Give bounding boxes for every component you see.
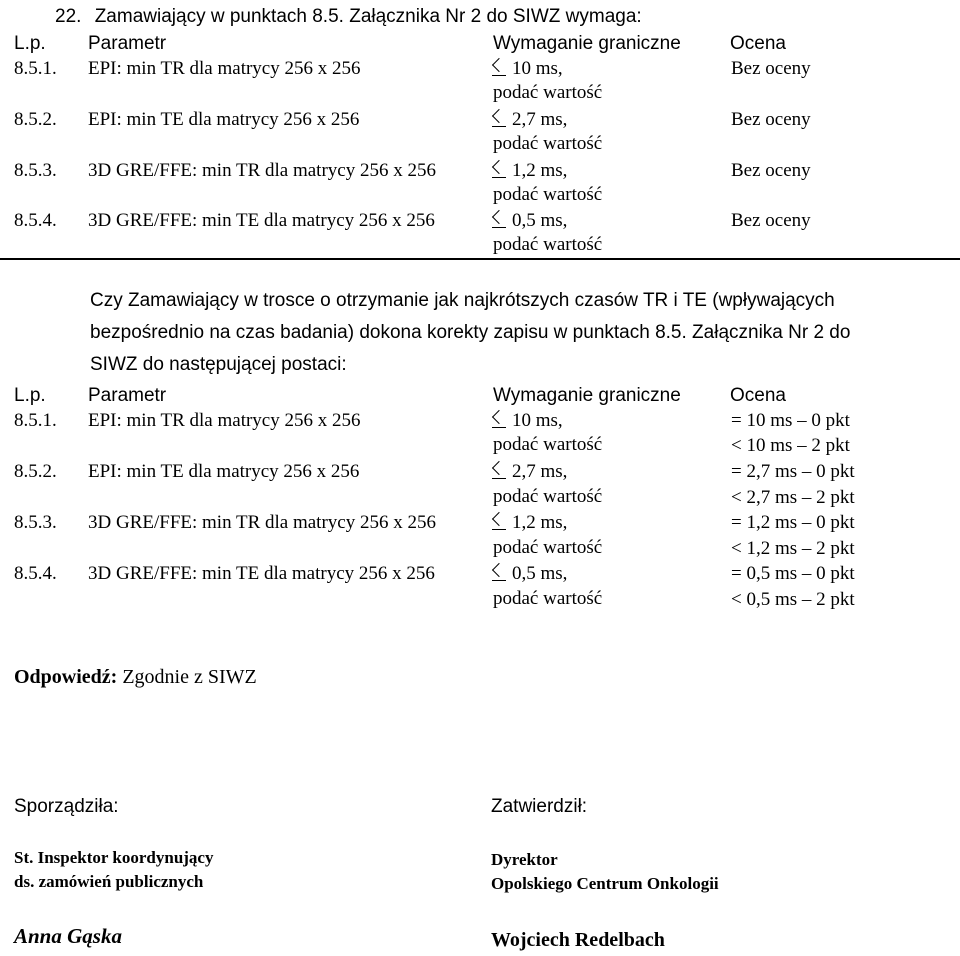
row-score-less: < 2,7 ms – 2 pkt [731,487,855,508]
row-score: Bez oceny [731,109,811,130]
signature-title: ds. zamówień publicznych [14,872,204,891]
row-lp: 8.5.2. [14,109,57,130]
less-equal-icon [492,410,506,428]
less-equal-icon [492,58,506,76]
signature-name: Wojciech Redelbach [491,929,665,951]
row-req: 1,2 ms, [492,160,567,182]
row-score-less: < 0,5 ms – 2 pkt [731,589,855,610]
row-score-less: < 10 ms – 2 pkt [731,435,850,456]
row-req-note: podać wartość [493,537,603,558]
row-req: 2,7 ms, [492,461,567,483]
signature-name: Anna Gąska [14,924,122,948]
answer-label: Odpowiedź: [14,666,118,688]
answer [14,666,257,689]
less-equal-icon [492,512,506,530]
row-req-note: podać wartość [493,486,603,507]
row-lp: 8.5.3. [14,512,57,533]
row-param: EPI: min TE dla matrycy 256 x 256 [88,109,360,130]
col-header-score: Ocena [730,33,786,54]
body-line: bezpośrednio na czas badania) dokona korekty zapisu w punktach 8.5. Załącznika Nr 2 do [90,322,851,343]
row-param: EPI: min TR dla matrycy 256 x 256 [88,58,361,79]
row-req-note: podać wartość [493,133,603,154]
row-req: 10 ms, [492,410,563,432]
row-param: 3D GRE/FFE: min TR dla matrycy 256 x 256 [88,512,436,533]
question-heading [55,6,642,28]
row-lp: 8.5.4. [14,563,57,584]
row-score-equal: = 0,5 ms – 0 pkt [731,563,855,584]
col-header-req: Wymaganie graniczne [493,385,681,406]
row-req-note: podać wartość [493,234,603,255]
less-equal-icon [492,160,506,178]
body-line: Czy Zamawiający w trosce o otrzymanie jak najkrótszych czasów TR i TE (wpływających [90,290,835,311]
row-lp: 8.5.2. [14,461,57,482]
row-req: 0,5 ms, [492,563,567,585]
row-param: 3D GRE/FFE: min TR dla matrycy 256 x 256 [88,160,436,181]
row-req-note: podać wartość [493,434,603,455]
less-equal-icon [492,109,506,127]
row-req-note: podać wartość [493,82,603,103]
less-equal-icon [492,210,506,228]
col-header-lp: L.p. [14,385,46,406]
row-score: Bez oceny [731,58,811,79]
signature-title: Dyrektor [491,850,558,869]
row-score-equal: = 10 ms – 0 pkt [731,410,850,431]
row-score: Bez oceny [731,160,811,181]
answer-text: Zgodnie z SIWZ [117,666,257,688]
signature-title: St. Inspektor koordynujący [14,848,214,867]
row-req: 10 ms, [492,58,563,80]
row-param: 3D GRE/FFE: min TE dla matrycy 256 x 256 [88,210,435,231]
row-score-equal: = 1,2 ms – 0 pkt [731,512,855,533]
signature-role: Sporządziła: [14,796,119,817]
row-lp: 8.5.1. [14,410,57,431]
signature-title: Opolskiego Centrum Onkologii [491,874,719,893]
row-req: 1,2 ms, [492,512,567,534]
row-score-equal: = 2,7 ms – 0 pkt [731,461,855,482]
question-number: 22. [55,6,82,27]
col-header-score: Ocena [730,385,786,406]
col-header-req: Wymaganie graniczne [493,33,681,54]
table-bottom-rule [0,258,960,260]
row-lp: 8.5.4. [14,210,57,231]
row-lp: 8.5.3. [14,160,57,181]
row-score: Bez oceny [731,210,811,231]
row-req: 2,7 ms, [492,109,567,131]
row-req-note: podać wartość [493,184,603,205]
row-param: 3D GRE/FFE: min TE dla matrycy 256 x 256 [88,563,435,584]
body-line: SIWZ do następującej postaci: [90,354,347,375]
row-param: EPI: min TE dla matrycy 256 x 256 [88,461,360,482]
col-header-param: Parametr [88,385,167,406]
col-header-param: Parametr [88,33,167,54]
row-param: EPI: min TR dla matrycy 256 x 256 [88,410,361,431]
question-text: Zamawiający w punktach 8.5. Załącznika Nr 2 do SIWZ wymaga: [94,6,642,27]
row-req: 0,5 ms, [492,210,567,232]
signature-role: Zatwierdził: [491,796,588,817]
row-req-note: podać wartość [493,588,603,609]
less-equal-icon [492,563,506,581]
row-lp: 8.5.1. [14,58,57,79]
less-equal-icon [492,461,506,479]
row-score-less: < 1,2 ms – 2 pkt [731,538,855,559]
col-header-lp: L.p. [14,33,46,54]
